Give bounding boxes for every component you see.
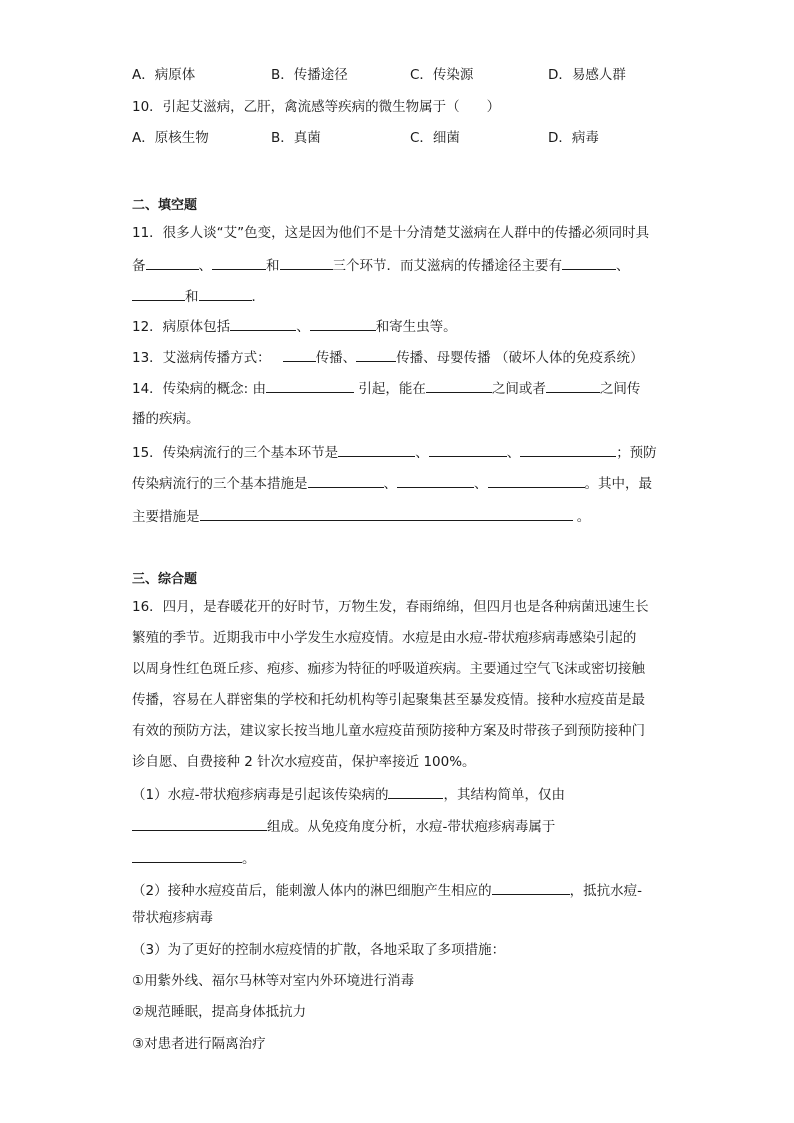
q10-option-b: B．真菌: [271, 130, 321, 146]
q16-text: （2）接种水痘疫苗后，能刺激人体内的淋巴细胞产生相应的: [132, 883, 492, 899]
q11-text: 、: [616, 258, 630, 274]
answer-blank[interactable]: [546, 378, 600, 393]
q16-para-line: 繁殖的季节。近期我市中小学发生水痘疫情。水痘是由水痘-带状疱疹病毒感染引起的: [132, 630, 637, 646]
q11-text: 、: [198, 258, 212, 274]
q16-sub2-line1: [132, 880, 642, 900]
answer-blank[interactable]: [280, 255, 333, 270]
answer-blank[interactable]: [199, 286, 252, 301]
q16-para-line: 以周身性红色斑丘疹、疱疹、痂疹为特征的呼吸道疾病。主要通过空气飞沫或密切接触: [132, 661, 645, 677]
answer-blank[interactable]: [429, 442, 507, 457]
q9-option-b: B．传播途径: [271, 67, 348, 83]
q12-text: 12．病原体包括: [132, 319, 231, 335]
q16-sub1-line1: [132, 784, 565, 804]
answer-blank[interactable]: [283, 347, 316, 362]
q12-text: 、: [296, 319, 310, 335]
q14-text: 引起，能在: [354, 381, 426, 397]
answer-blank[interactable]: [132, 816, 267, 831]
q15-text: 、: [415, 445, 429, 461]
answer-blank[interactable]: [520, 442, 616, 457]
q11-text: 和: [185, 289, 199, 305]
q12-text: 和寄生虫等。: [375, 319, 457, 335]
q15-line1: [132, 442, 657, 462]
answer-blank[interactable]: [132, 286, 185, 301]
q16-text: ，抵抗水痘-: [569, 883, 642, 899]
answer-blank[interactable]: [230, 316, 296, 331]
answer-blank[interactable]: [356, 347, 396, 362]
q10-option-d: D．病毒: [548, 130, 599, 146]
q11-line3: [132, 286, 265, 306]
q15-text: 、: [383, 476, 397, 492]
q15-text: 主要措施是: [132, 509, 200, 525]
q15-text: 、: [474, 476, 488, 492]
q14-line1: [132, 378, 640, 398]
answer-blank[interactable]: [212, 255, 266, 270]
answer-blank[interactable]: [562, 255, 616, 270]
answer-blank[interactable]: [310, 316, 376, 331]
section-title-comprehensive: 三、综合题: [132, 572, 198, 587]
q15-line3: [132, 506, 590, 526]
answer-blank[interactable]: [388, 784, 443, 799]
q14-text: 14．传染病的概念: 由: [132, 381, 267, 397]
answer-blank[interactable]: [308, 473, 384, 488]
answer-blank[interactable]: [488, 473, 585, 488]
q15-text: 15．传染病流行的三个基本环节是: [132, 445, 339, 461]
q11-text: 和: [266, 258, 280, 274]
q16-sub1-line2: [132, 816, 555, 836]
q16-measure: ③对患者进行隔离治疗: [132, 1036, 266, 1052]
q12: [132, 316, 457, 336]
q10-stem: 10．引起艾滋病，乙肝，禽流感等疾病的微生物属于（ ）: [132, 99, 501, 115]
q16-text: （1）水痘-带状疱疹病毒是引起该传染病的: [132, 787, 389, 803]
q16-para-line: 诊自愿、自费接种 2 针次水痘疫苗，保护率接近 100%。: [132, 754, 476, 770]
q11-line2: [132, 255, 630, 275]
q15-line2: [132, 473, 652, 493]
q9-option-d: D．易感人群: [548, 67, 626, 83]
q15-text: 、: [506, 445, 521, 461]
q16-sub2-line2: 带状疱疹病毒: [132, 910, 213, 926]
q16-para-line: 16．四月，是春暖花开的好时节，万物生发，春雨绵绵，但四月也是各种病菌迅速生长: [132, 599, 649, 615]
answer-blank[interactable]: [266, 378, 354, 393]
q14-text: 之间或者: [491, 381, 546, 397]
q16-measure: ②规范睡眠，提高身体抵抗力: [132, 1004, 307, 1020]
q16-para-line: 有效的预防方法，建议家长按当地儿童水痘疫苗预防接种方案及时带孩子到预防接种门: [132, 723, 645, 739]
q13: [132, 347, 643, 367]
answer-blank[interactable]: [146, 255, 199, 270]
q11-text: 三个环节．而艾滋病的传播途径主要有: [332, 258, 562, 274]
q16-text: 。: [242, 851, 256, 867]
q10-option-a: A．原核生物: [132, 130, 209, 146]
q13-text: 传播、: [315, 350, 357, 366]
q9-option-c: C．传染源: [410, 67, 474, 83]
q16-sub1-line3: [132, 848, 256, 868]
q16-para-line: 传播，容易在人群密集的学校和托幼机构等引起聚集甚至暴发疫情。接种水痘疫苗是最: [132, 692, 645, 708]
answer-blank[interactable]: [132, 848, 242, 863]
q14-text: 之间传: [599, 381, 641, 397]
answer-blank[interactable]: [492, 880, 570, 895]
q9-option-a: A．病原体: [132, 67, 196, 83]
q16-text: ，其结构简单，仅由: [443, 787, 565, 803]
q11-text: 备: [132, 258, 146, 274]
q16-measure: ①用紫外线、福尔马林等对室内外环境进行消毒: [132, 973, 415, 989]
q15-text: 。: [572, 509, 591, 525]
answer-blank[interactable]: [338, 442, 415, 457]
q15-text: 传染病流行的三个基本措施是: [132, 476, 308, 492]
q16-text: 组成。从免疫角度分析，水痘-带状疱疹病毒属于: [267, 819, 556, 835]
q10-option-c: C．细菌: [410, 130, 460, 146]
q15-text: ；预防: [616, 445, 657, 461]
q14-line2: 播的疾病。: [132, 411, 200, 427]
q15-text: 。其中，最: [584, 476, 652, 492]
answer-blank[interactable]: [426, 378, 492, 393]
q13-text: 传播、母婴传播 （破坏人体的免疫系统）: [396, 350, 644, 366]
q13-text: 13．艾滋病传播方式：: [132, 350, 271, 366]
q11-text: ．: [251, 289, 265, 305]
q16-sub3: （3）为了更好的控制水痘疫情的扩散，各地采取了多项措施：: [132, 942, 506, 958]
answer-blank[interactable]: [397, 473, 474, 488]
q11-line1: 11．很多人谈“艾”色变，这是因为他们不是十分清楚艾滋病在人群中的传播必须同时具: [132, 225, 650, 241]
answer-blank[interactable]: [200, 506, 573, 521]
section-title-fill-blank: 二、填空题: [132, 198, 198, 213]
